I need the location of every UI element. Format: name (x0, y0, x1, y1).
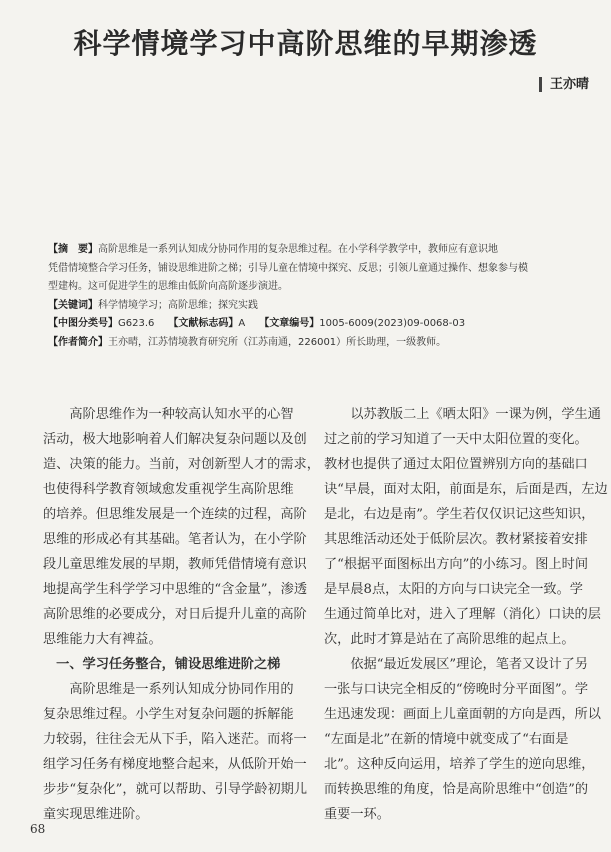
abstract-line-1 (48, 241, 596, 260)
text-line: 高阶思维是一系列认知成分协同作用的 (43, 682, 294, 697)
author-bio-value: 王亦晴，江苏情境教育研究所（江苏南通，226001）所长助理，一级教师。 (108, 336, 447, 348)
body-paragraph (324, 402, 608, 652)
text-line: 高阶思维作为一种较高认知水平的心智 (43, 407, 294, 422)
abstract-text-3: 型建构。这可促进学生的思维由低阶向高阶逐步演进。 (48, 281, 288, 292)
doc-code-value: A (238, 318, 246, 329)
text-line: 以苏教版二上《晒太阳》一课为例，学生通 (324, 407, 601, 422)
body-paragraph (43, 402, 320, 652)
classification-line (48, 315, 596, 334)
text-line: 思维能力大有裨益。 (43, 632, 162, 647)
text-line: 的培养。但思维发展是一个连续的过程，高阶 (43, 507, 307, 522)
text-line: 生通过简单比对，进入了理解（消化）口诀的层 (324, 607, 601, 622)
text-line: 生迅速发现：画面上儿童面朝的方向是西，所以 (324, 707, 601, 722)
text-line: 步步“复杂化”，就可以帮助、引导学龄初期儿 (43, 782, 308, 797)
text-line: 诀“早晨，面对太阳，前面是东，后面是西，左边 (324, 482, 608, 497)
body-paragraph (324, 652, 601, 827)
abstract-block (48, 241, 596, 352)
text-line: 复杂思维过程。小学生对复杂问题的拆解能 (43, 707, 294, 722)
text-line: 力较弱，往往会无从下手，陷入迷茫。而将一 (43, 732, 307, 747)
text-line: 组学习任务有梯度地整合起来，从低阶开始一 (43, 757, 307, 772)
keywords-label: 【关键词】 (48, 299, 98, 311)
abstract-label: 【摘 要】 (48, 244, 98, 255)
article-number-label: 【文章编号】 (259, 318, 320, 329)
text-line: 童实现思维进阶。 (43, 807, 149, 822)
abstract-text-2: 凭借情境整合学习任务，铺设思维进阶之梯；引导儿童在情境中探究、反思；引领儿童通过操作、想象参与模 (48, 262, 528, 274)
text-line: “左面是北”在新的情境中就变成了“右面是 (324, 732, 569, 747)
keywords-line (48, 297, 596, 316)
text-line: 次，此时才算是站在了高阶思维的起点上。 (324, 632, 575, 647)
text-line: 高阶思维的必要成分，对日后提升儿童的高阶 (43, 607, 307, 622)
text-line: 一张与口诀完全相反的“傍晚时分平面图”。学 (324, 682, 589, 697)
text-line: 思维的形成必有其基础。笔者认为，在小学阶 (43, 532, 307, 547)
author-bio-label: 【作者简介】 (48, 336, 108, 348)
text-line: 活动，极大地影响着人们解决复杂问题以及创 (43, 432, 307, 447)
keywords-value: 科学情境学习；高阶思维；探究实践 (98, 299, 258, 311)
page-number: 68 (30, 822, 46, 836)
text-line: 其思维活动还处于低阶层次。教材紧接着安排 (324, 532, 588, 547)
text-line: 过之前的学习知道了一天中太阳位置的变化。 (324, 432, 588, 447)
right-column (324, 402, 608, 827)
article-title: 科学情境学习中高阶思维的早期渗透 (73, 27, 538, 60)
text-line: 也使得科学教育领域愈发重视学生高阶思维 (43, 482, 294, 497)
text-line: 北”。这种反向运用，培养了学生的逆向思维， (324, 757, 595, 772)
clc-value: G623.6 (118, 318, 155, 329)
body-paragraph (43, 677, 308, 827)
section-heading: 一、学习任务整合，铺设思维进阶之梯 (43, 657, 281, 672)
doc-code-label: 【文献标志码】 (168, 318, 239, 329)
text-line: 造、决策的能力。当前，对创新型人才的需求， (43, 457, 320, 472)
text-line: 重要一环。 (324, 807, 390, 822)
abstract-text-1: 高阶思维是一系列认知成分协同作用的复杂思维过程。在小学科学教学中，教师应有意识地 (98, 244, 498, 255)
text-line: 地提高学生科学学习中思维的“含金量”，渗透 (43, 582, 308, 597)
text-line: 是早晨8点，太阳的方向与口诀完全一致。学 (324, 582, 583, 597)
text-line: 了“根据平面图标出方向”的小练习。图上时间 (324, 557, 589, 572)
text-line: 而转换思维的角度，恰是高阶思维中“创造”的 (324, 782, 589, 797)
author-bio-line (48, 334, 596, 353)
text-line: 依据“最近发展区”理论，笔者又设计了另 (324, 657, 589, 672)
left-column (43, 402, 320, 827)
author-name: 王亦晴 (539, 77, 589, 92)
text-line: 是北，右边是南”。学生若仅仅识记这些知识， (324, 507, 595, 522)
clc-label: 【中图分类号】 (48, 318, 118, 329)
text-line: 教材也提供了通过太阳位置辨别方向的基础口 (324, 457, 588, 472)
text-line: 段儿童思维发展的早期，教师凭借情境有意识 (43, 557, 307, 572)
article-number-value: 1005-6009(2023)09-0068-03 (319, 318, 466, 329)
